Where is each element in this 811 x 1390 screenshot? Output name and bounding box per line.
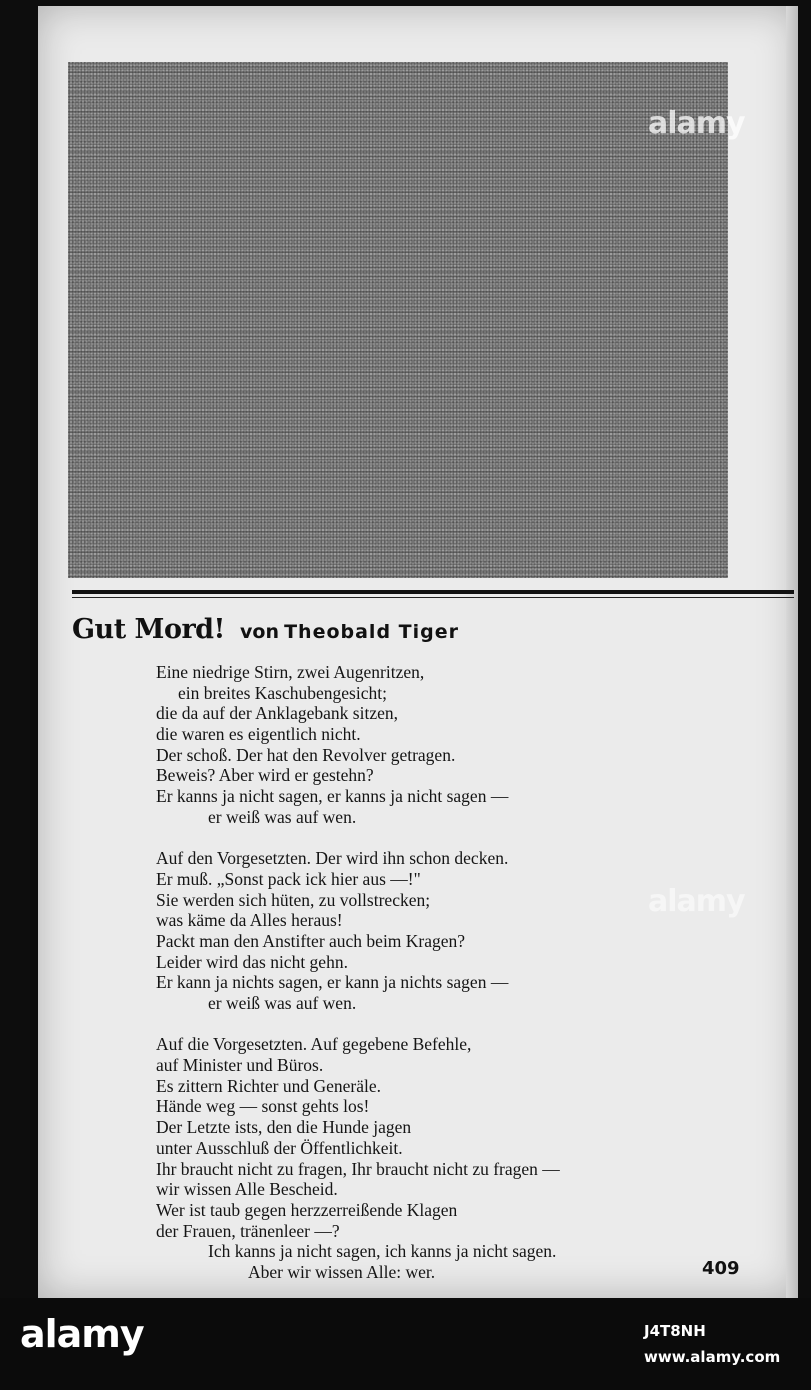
page-number: 409	[702, 1258, 740, 1279]
watermark-url: www.alamy.com	[644, 1348, 781, 1366]
poem-line: Es zittern Richter und Generäle.	[156, 1075, 381, 1096]
poem-line: Wer ist taub gegen herzzerreißende Klagen	[156, 1199, 458, 1220]
poem-line: er weiß was auf wen.	[208, 993, 357, 1013]
section-rule-thin	[72, 597, 794, 598]
poem-body	[156, 662, 560, 1283]
poem-line: was käme da Alles heraus!	[156, 910, 343, 931]
halftone-image	[68, 62, 728, 578]
section-rule	[72, 590, 794, 594]
poem-line: Er kann ja nichts sagen, er kann ja nichts sagen —	[156, 972, 509, 993]
poem-line: auf Minister und Büros.	[156, 1055, 324, 1076]
alamy-logo: alamy	[20, 1312, 144, 1356]
poem-title: Gut Mord!	[72, 614, 225, 645]
poem-line: Er muß. „Sonst pack ick hier aus —!"	[156, 868, 421, 889]
poem-line: Aber wir wissen Alle: wer.	[248, 1261, 436, 1282]
page-edge	[786, 6, 798, 1298]
poem-byline: von	[240, 621, 279, 643]
poem-line: Beweis? Aber wird er gestehn?	[156, 765, 374, 786]
poem-line: Packt man den Anstifter auch beim Kragen?	[156, 930, 466, 951]
poem-line: der Frauen, tränenleer —?	[156, 1220, 340, 1241]
watermark-overlay: alamy	[648, 884, 745, 919]
poem-line: Der schoß. Der hat den Revolver getragen.	[156, 744, 456, 765]
poem-line: Hände weg — sonst gehts los!	[156, 1096, 370, 1117]
poem-line: die waren es eigentlich nicht.	[156, 724, 361, 745]
poem-line: Auf die Vorgesetzten. Auf gegebene Befehle,	[156, 1034, 472, 1055]
stanza-break	[156, 1014, 560, 1035]
poem-line: Ihr braucht nicht zu fragen, Ihr braucht nicht zu fragen —	[156, 1158, 560, 1179]
poem-line: ein breites Kaschubengesicht;	[178, 682, 387, 703]
poem-line: Er kanns ja nicht sagen, er kanns ja nicht sagen —	[156, 786, 509, 807]
poem-line: unter Ausschluß der Öffentlichkeit.	[156, 1137, 403, 1158]
poem-line: die da auf der Anklagebank sitzen,	[156, 703, 398, 724]
book-page	[38, 6, 798, 1298]
poem-line: Ich kanns ja nicht sagen, ich kanns ja nicht sagen.	[208, 1241, 557, 1262]
watermark-footer	[0, 1298, 811, 1390]
poem-line: Leider wird das nicht gehn.	[156, 951, 348, 972]
poem-line: Eine niedrige Stirn, zwei Augenritzen,	[156, 662, 425, 682]
poem-line: Auf den Vorgesetzten. Der wird ihn schon decken.	[156, 848, 509, 869]
watermark-overlay: alamy	[648, 106, 745, 141]
poem-line: Sie werden sich hüten, zu vollstrecken;	[156, 889, 431, 910]
poem-title-block	[72, 614, 459, 645]
stanza-break	[156, 828, 560, 849]
poem-line: wir wissen Alle Bescheid.	[156, 1179, 338, 1200]
poem-line: er weiß was auf wen.	[208, 806, 357, 827]
image-id: J4T8NH	[644, 1322, 706, 1340]
poem-line: Der Letzte ists, den die Hunde jagen	[156, 1117, 412, 1138]
poem-author: Theobald Tiger	[284, 621, 459, 643]
